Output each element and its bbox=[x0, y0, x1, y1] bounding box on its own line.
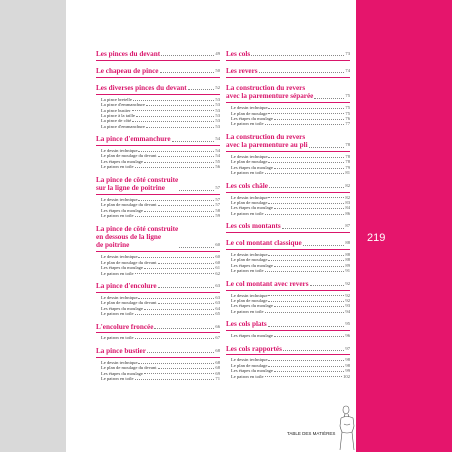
toc-section-page: 82 bbox=[345, 182, 350, 188]
toc-entry-label: La pince de côté bbox=[101, 118, 132, 124]
heading-underline bbox=[96, 292, 220, 293]
leader-dots bbox=[144, 211, 214, 212]
toc-entry[interactable] bbox=[226, 211, 350, 216]
toc-section-title: La pince d'encolure bbox=[96, 281, 157, 290]
leader-dots bbox=[158, 368, 215, 369]
toc-entry-label: Le patron en toile bbox=[101, 335, 134, 341]
toc-entry-page: 96 bbox=[345, 333, 350, 339]
toc-right-column bbox=[226, 50, 350, 385]
leader-dots bbox=[188, 89, 215, 90]
toc-section-title: La pince bustier bbox=[96, 346, 146, 355]
toc-entry-page: 93 bbox=[345, 303, 350, 309]
leader-dots bbox=[161, 55, 214, 56]
toc-section-title: La pince d'emmanchure bbox=[96, 135, 171, 144]
toc-entry-label: Le dessin technique bbox=[101, 294, 138, 300]
leader-dots bbox=[274, 168, 344, 169]
leader-dots bbox=[268, 301, 344, 302]
toc-section-title: Le chapeau de pince bbox=[96, 66, 159, 75]
toc-entry-label: Le patron en toile bbox=[231, 121, 264, 127]
leader-dots bbox=[265, 214, 345, 215]
heading-underline bbox=[96, 357, 220, 358]
toc-entry-label: Le patron en toile bbox=[231, 268, 264, 274]
leader-dots bbox=[135, 273, 215, 274]
toc-entry-page: 69 bbox=[215, 370, 220, 376]
toc-entry-page: 81 bbox=[345, 170, 350, 176]
toc-entry-page: 53 bbox=[215, 112, 220, 118]
leader-dots bbox=[144, 373, 214, 374]
toc-section-page: 74 bbox=[345, 67, 350, 73]
toc-entry-page: 64 bbox=[215, 305, 220, 311]
toc-entry-label: Le plan de moulage bbox=[231, 257, 268, 263]
leader-dots bbox=[133, 100, 215, 101]
toc-section bbox=[226, 222, 350, 233]
leader-dots bbox=[314, 98, 344, 99]
toc-section-page: 75 bbox=[345, 93, 350, 99]
leader-dots bbox=[136, 116, 214, 117]
leader-dots bbox=[268, 197, 344, 198]
heading-underline bbox=[226, 151, 350, 152]
chapter-color-band bbox=[356, 0, 452, 452]
toc-entry[interactable] bbox=[226, 374, 350, 379]
toc-entry[interactable] bbox=[96, 376, 220, 381]
toc-entry-page: 84 bbox=[345, 205, 350, 211]
leader-dots bbox=[160, 72, 215, 73]
toc-section-heading[interactable] bbox=[226, 320, 350, 328]
heading-underline bbox=[226, 102, 350, 103]
toc-entry-label: Le dessin technique bbox=[231, 154, 268, 160]
toc-section bbox=[226, 67, 350, 78]
leader-dots bbox=[274, 266, 344, 267]
leader-dots bbox=[132, 121, 214, 122]
toc-section-page: 97 bbox=[345, 345, 350, 351]
heading-underline bbox=[96, 332, 220, 333]
toc-section-page: 63 bbox=[215, 282, 220, 288]
heading-underline bbox=[226, 249, 350, 250]
leader-dots bbox=[265, 173, 345, 174]
heading-underline bbox=[96, 94, 220, 95]
toc-section bbox=[226, 133, 350, 176]
toc-section-title: Les revers bbox=[226, 66, 258, 75]
leader-dots bbox=[138, 257, 214, 258]
leader-dots bbox=[158, 287, 215, 288]
toc-section-title: La pince de côté construite en dessous de la ligne de poitrine bbox=[96, 224, 179, 250]
toc-section-title: La construction du revers avec la parementure au pli bbox=[226, 132, 308, 150]
leader-dots bbox=[144, 309, 214, 310]
toc-section-page: 88 bbox=[345, 240, 350, 246]
toc-section-page: 66 bbox=[215, 323, 220, 329]
dress-form-illustration bbox=[337, 404, 357, 452]
toc-section-page: 49 bbox=[215, 51, 220, 56]
toc-entry-page: 53 bbox=[215, 102, 220, 108]
toc-entry-page: 99 bbox=[345, 368, 350, 374]
leader-dots bbox=[268, 108, 344, 109]
toc-entry[interactable] bbox=[226, 333, 350, 338]
toc-section-title: Les cols rapportés bbox=[226, 344, 282, 353]
toc-entry-label: Le patron en toile bbox=[101, 311, 134, 317]
leader-dots bbox=[303, 245, 345, 246]
toc-section bbox=[226, 320, 350, 338]
toc-entry-label: Les étapes du moulage bbox=[231, 333, 273, 339]
toc-section-heading[interactable] bbox=[226, 345, 350, 353]
leader-dots bbox=[146, 105, 214, 106]
toc-entry-label: Le plan de moulage bbox=[231, 297, 268, 303]
toc-entry-label: Le patron en toile bbox=[101, 375, 134, 381]
toc-entry-label: Le dessin technique bbox=[101, 254, 138, 260]
toc-entry-page: 63 bbox=[215, 294, 220, 300]
toc-entry-page: 86 bbox=[345, 210, 350, 216]
toc-entry-page: 71 bbox=[215, 375, 220, 381]
toc-entry-page: 53 bbox=[215, 96, 220, 102]
toc-entry[interactable] bbox=[96, 124, 220, 129]
toc-section bbox=[96, 225, 220, 276]
leader-dots bbox=[269, 187, 344, 188]
leader-dots bbox=[283, 350, 345, 351]
toc-section bbox=[226, 50, 350, 61]
toc-section bbox=[96, 84, 220, 129]
toc-entry-page: 56 bbox=[215, 164, 220, 170]
toc-section-title: Le col montant classique bbox=[226, 239, 302, 248]
toc-entry-page: 65 bbox=[215, 311, 220, 317]
leader-dots bbox=[135, 338, 215, 339]
toc-section-page: 78 bbox=[345, 142, 350, 148]
toc-section-title: Les cols bbox=[226, 50, 251, 58]
toc-entry-page: 54 bbox=[215, 153, 220, 159]
toc-section-page: 52 bbox=[215, 84, 220, 90]
toc-entry-page: 98 bbox=[345, 357, 350, 363]
toc-section-heading[interactable] bbox=[96, 282, 220, 290]
toc-section bbox=[96, 50, 220, 61]
heading-underline bbox=[226, 192, 350, 193]
toc-section-heading[interactable] bbox=[226, 67, 350, 75]
toc-entry[interactable] bbox=[226, 309, 350, 314]
toc-entry-page: 88 bbox=[345, 257, 350, 263]
leader-dots bbox=[158, 303, 215, 304]
toc-entry-label: Le dessin technique bbox=[231, 105, 268, 111]
toc-entry-label: Les étapes du moulage bbox=[101, 265, 143, 271]
toc-section bbox=[226, 84, 350, 127]
leader-dots bbox=[268, 366, 344, 367]
leader-dots bbox=[268, 162, 344, 163]
toc-section-heading[interactable] bbox=[96, 135, 220, 143]
toc-entry-label: Les étapes du moulage bbox=[231, 115, 273, 121]
toc-entry-label: Les étapes du moulage bbox=[101, 370, 143, 376]
leader-dots bbox=[135, 379, 215, 380]
toc-entry-page: 78 bbox=[345, 159, 350, 165]
toc-entry-label: La pince bretelle bbox=[101, 96, 132, 102]
leader-dots bbox=[268, 203, 344, 204]
toc-section-title: La construction du revers avec la parementure séparée bbox=[226, 83, 314, 101]
toc-entry-label: Le patron en toile bbox=[101, 213, 134, 219]
toc-entry-label: Les étapes du moulage bbox=[101, 158, 143, 164]
toc-entry-label: Le plan de moulage du devant bbox=[101, 153, 157, 159]
leader-dots bbox=[158, 205, 215, 206]
toc-entry[interactable] bbox=[96, 311, 220, 316]
toc-section-page: 50 bbox=[215, 67, 220, 73]
heading-underline bbox=[96, 251, 220, 252]
toc-entry-label: Les étapes du moulage bbox=[231, 205, 273, 211]
leader-dots bbox=[265, 271, 345, 272]
footer-section-title: TABLE DES MATIÈRES bbox=[287, 431, 336, 436]
toc-entry-label: Le dessin technique bbox=[231, 357, 268, 363]
toc-entry-page: 91 bbox=[345, 268, 350, 274]
toc-entry-page: 63 bbox=[215, 300, 220, 306]
heading-underline bbox=[96, 60, 220, 61]
leader-dots bbox=[268, 255, 344, 256]
toc-section-title: L'encolure froncée bbox=[96, 322, 154, 331]
toc-entry-page: 54 bbox=[215, 148, 220, 154]
toc-entry-label: Les étapes du moulage bbox=[101, 207, 143, 213]
toc-entry-page: 68 bbox=[215, 359, 220, 365]
toc-section-heading[interactable] bbox=[226, 50, 350, 58]
leader-dots bbox=[179, 190, 214, 191]
toc-entry-page: 68 bbox=[215, 365, 220, 371]
leader-dots bbox=[158, 263, 215, 264]
toc-section bbox=[96, 323, 220, 341]
toc-entry-page: 75 bbox=[345, 105, 350, 111]
heading-underline bbox=[226, 77, 350, 78]
toc-entry-page: 89 bbox=[345, 262, 350, 268]
heading-underline bbox=[226, 354, 350, 355]
toc-section-heading[interactable] bbox=[96, 323, 220, 331]
leader-dots bbox=[309, 147, 345, 148]
toc-entry-label: Le patron en toile bbox=[231, 210, 264, 216]
toc-entry-label: Le dessin technique bbox=[231, 194, 268, 200]
leader-dots bbox=[135, 167, 215, 168]
leader-dots bbox=[251, 55, 344, 56]
toc-section-page: 68 bbox=[215, 347, 220, 353]
toc-entry-label: Le dessin technique bbox=[101, 148, 138, 154]
leader-dots bbox=[310, 285, 345, 286]
toc-entry-page: 75 bbox=[345, 110, 350, 116]
leader-dots bbox=[179, 247, 214, 248]
toc-entry-page: 79 bbox=[345, 164, 350, 170]
toc-entry-label: Le dessin technique bbox=[231, 292, 268, 298]
leader-dots bbox=[268, 260, 344, 261]
leader-dots bbox=[144, 162, 214, 163]
toc-entry-page: 88 bbox=[345, 252, 350, 258]
toc-entry[interactable] bbox=[96, 164, 220, 169]
toc-entry-label: Le plan de moulage du devant bbox=[101, 259, 157, 265]
toc-entry-page: 76 bbox=[345, 115, 350, 121]
leader-dots bbox=[154, 328, 214, 329]
leader-dots bbox=[172, 141, 215, 142]
toc-entry-label: Le plan de moulage du devant bbox=[101, 202, 157, 208]
leader-dots bbox=[138, 298, 214, 299]
toc-entry-label: Le plan de moulage du devant bbox=[101, 300, 157, 306]
leader-dots bbox=[146, 127, 214, 128]
toc-section bbox=[226, 239, 350, 274]
leader-dots bbox=[265, 312, 345, 313]
leader-dots bbox=[274, 119, 344, 120]
toc-entry-label: Le dessin technique bbox=[101, 197, 138, 202]
page-number: 219 bbox=[367, 232, 386, 244]
toc-section-page: 57 bbox=[215, 185, 220, 191]
toc-entry-label: Le plan de moulage du devant bbox=[101, 365, 157, 371]
leader-dots bbox=[132, 110, 215, 111]
heading-underline bbox=[226, 290, 350, 291]
leader-dots bbox=[268, 157, 344, 158]
leader-dots bbox=[135, 216, 215, 217]
toc-entry-page: 57 bbox=[215, 202, 220, 208]
leader-dots bbox=[268, 113, 344, 114]
toc-section-title: Les cols plats bbox=[226, 320, 267, 329]
toc-section bbox=[96, 135, 220, 170]
toc-entry-page: 59 bbox=[215, 213, 220, 219]
toc-entry-label: La pince d'emmanchure bbox=[101, 123, 145, 129]
heading-underline bbox=[226, 60, 350, 61]
leader-dots bbox=[259, 72, 345, 73]
toc-entry-label: Le dessin technique bbox=[101, 359, 138, 365]
toc-section-heading[interactable] bbox=[96, 50, 220, 58]
toc-entry[interactable] bbox=[226, 170, 350, 175]
toc-section-heading[interactable] bbox=[226, 239, 350, 247]
toc-entry-label: La pince d'emmanchure bbox=[101, 102, 145, 108]
toc-entry-label: La pince à la taille bbox=[101, 112, 135, 118]
leader-dots bbox=[144, 268, 214, 269]
toc-entry-label: Le patron en toile bbox=[231, 373, 264, 379]
toc-section bbox=[226, 182, 350, 217]
heading-underline bbox=[226, 330, 350, 331]
toc-section-page: 95 bbox=[345, 321, 350, 327]
toc-section bbox=[96, 176, 220, 219]
toc-entry[interactable] bbox=[96, 271, 220, 276]
toc-entry-page: 78 bbox=[345, 154, 350, 160]
toc-section-title: Les diverses pinces du devant bbox=[96, 83, 187, 92]
leader-dots bbox=[268, 360, 344, 361]
toc-section-title: La pince de côté construite sur la ligne de poitrine bbox=[96, 175, 179, 193]
leader-dots bbox=[158, 156, 215, 157]
toc-entry-page: 60 bbox=[215, 254, 220, 260]
toc-entry-page: 62 bbox=[215, 270, 220, 276]
toc-entry[interactable] bbox=[226, 121, 350, 126]
toc-entry[interactable] bbox=[96, 213, 220, 218]
toc-entry-label: Le dessin technique bbox=[231, 252, 268, 258]
toc-entry-page: 61 bbox=[215, 265, 220, 271]
toc-entry-label: Le plan de moulage bbox=[231, 362, 268, 368]
toc-entry[interactable] bbox=[96, 335, 220, 340]
toc-entry-page: 53 bbox=[215, 107, 220, 113]
toc-entry-page: 53 bbox=[215, 123, 220, 129]
toc-entry-label: Le plan de moulage bbox=[231, 159, 268, 165]
toc-entry-page: 82 bbox=[345, 194, 350, 200]
toc-entry-page: 102 bbox=[343, 373, 350, 379]
toc-entry-page: 57 bbox=[215, 197, 220, 202]
leader-dots bbox=[274, 306, 344, 307]
toc-entry-label: Le plan de moulage bbox=[231, 110, 268, 116]
toc-entry-page: 98 bbox=[345, 362, 350, 368]
toc-entry-label: Les étapes du moulage bbox=[231, 368, 273, 374]
toc-section-title: Les pinces du devant bbox=[96, 50, 161, 58]
toc-entry-page: 55 bbox=[215, 158, 220, 164]
toc-section bbox=[96, 347, 220, 382]
toc-section-title: Les cols montants bbox=[226, 222, 281, 231]
toc-section-heading[interactable] bbox=[226, 280, 350, 288]
leader-dots bbox=[265, 376, 343, 377]
leader-dots bbox=[138, 200, 214, 201]
toc-section bbox=[226, 345, 350, 380]
leader-dots bbox=[147, 352, 214, 353]
toc-entry-label: Les étapes du moulage bbox=[231, 303, 273, 309]
leader-dots bbox=[274, 371, 344, 372]
toc-section-page: 54 bbox=[215, 136, 220, 142]
toc-section-heading[interactable] bbox=[96, 67, 220, 75]
heading-underline bbox=[96, 145, 220, 146]
heading-underline bbox=[96, 194, 220, 195]
toc-entry-label: Les étapes du moulage bbox=[231, 262, 273, 268]
toc-entry-page: 60 bbox=[215, 259, 220, 265]
leader-dots bbox=[268, 295, 344, 296]
toc-section-heading[interactable] bbox=[96, 225, 220, 250]
toc-section-heading[interactable] bbox=[226, 222, 350, 230]
leader-dots bbox=[268, 326, 345, 327]
toc-section-page: 60 bbox=[215, 242, 220, 248]
toc-entry-label: Le patron en toile bbox=[101, 270, 134, 276]
toc-entry-label: La pince bustier bbox=[101, 107, 131, 113]
leader-dots bbox=[274, 208, 344, 209]
toc-section-page: 73 bbox=[345, 51, 350, 56]
toc-entry[interactable] bbox=[226, 268, 350, 273]
heading-underline bbox=[226, 232, 350, 233]
toc-section bbox=[96, 67, 220, 78]
toc-section-title: Le col montant avec revers bbox=[226, 279, 309, 288]
toc-section-page: 92 bbox=[345, 280, 350, 286]
toc-section-page: 87 bbox=[345, 223, 350, 229]
toc-entry-page: 77 bbox=[345, 121, 350, 127]
toc-entry-page: 58 bbox=[215, 207, 220, 213]
toc-section-heading[interactable] bbox=[96, 347, 220, 355]
heading-underline bbox=[96, 77, 220, 78]
leader-dots bbox=[138, 363, 214, 364]
toc-entry-label: Le patron en toile bbox=[231, 170, 264, 176]
leader-dots bbox=[282, 228, 345, 229]
toc-entry-page: 67 bbox=[215, 335, 220, 341]
toc-section-heading[interactable] bbox=[96, 84, 220, 92]
leader-dots bbox=[274, 336, 344, 337]
toc-entry-label: Le plan de moulage bbox=[231, 200, 268, 205]
leader-dots bbox=[265, 124, 345, 125]
leader-dots bbox=[138, 151, 214, 152]
toc-left-column bbox=[96, 50, 220, 387]
toc-section-title: Les cols châle bbox=[226, 181, 268, 190]
toc-entry-page: 53 bbox=[215, 118, 220, 124]
toc-entry-page: 94 bbox=[345, 308, 350, 314]
toc-entry-page: 92 bbox=[345, 297, 350, 303]
toc-entry-page: 92 bbox=[345, 292, 350, 298]
toc-entry-label: Les étapes du moulage bbox=[231, 164, 273, 170]
toc-section bbox=[96, 282, 220, 317]
toc-entry-label: Le patron en toile bbox=[101, 164, 134, 170]
toc-section bbox=[226, 280, 350, 315]
toc-section-heading[interactable] bbox=[96, 176, 220, 193]
toc-section-heading[interactable] bbox=[226, 133, 350, 150]
toc-section-heading[interactable] bbox=[226, 84, 350, 101]
toc-section-heading[interactable] bbox=[226, 182, 350, 190]
leader-dots bbox=[135, 314, 215, 315]
toc-entry-label: Les étapes du moulage bbox=[101, 305, 143, 311]
toc-entry-page: 83 bbox=[345, 200, 350, 205]
toc-entry-label: Le patron en toile bbox=[231, 308, 264, 314]
